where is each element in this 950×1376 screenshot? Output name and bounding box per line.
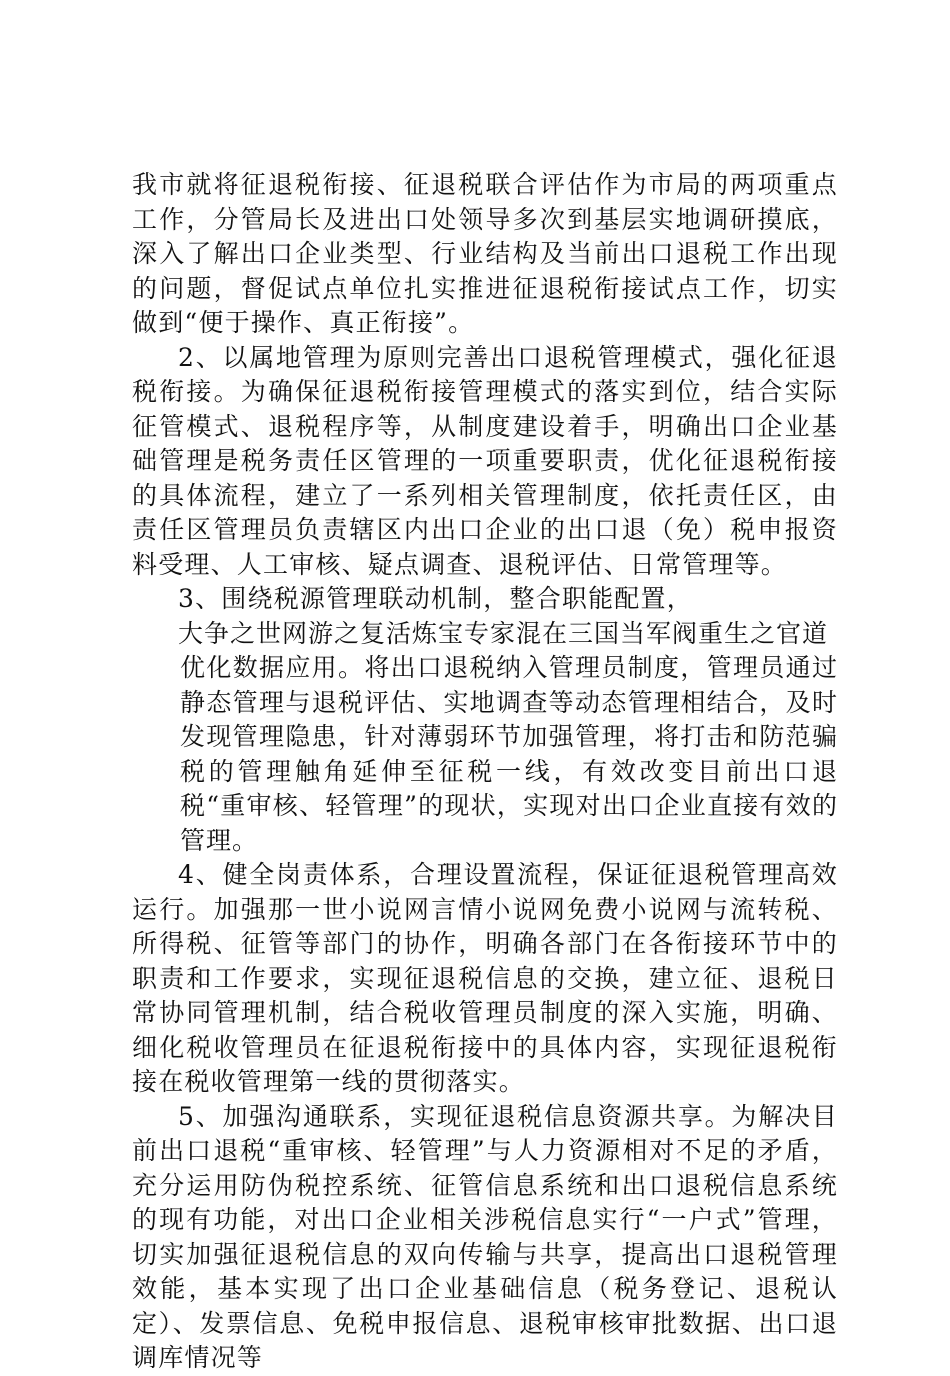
paragraph-item-3-body: 优化数据应用。将出口退税纳入管理员制度，管理员通过静态管理与退税评估、实地调查等动态管理相结合，及时发现管理隐患，针对薄弱环节加强管理，将打击和防范骗税的管理触角延伸至征税一线，有效改变目前出口退税“重审核、轻管理”的现状，实现对出口企业直接有效的管理。	[180, 653, 838, 855]
inserted-link-line[interactable]: 大争之世网游之复活炼宝专家混在三国当军阀重生之官道	[178, 618, 829, 648]
paragraph-continuation: 我市就将征退税衔接、征退税联合评估作为市局的两项重点工作，分管局长及进出口处领导多次到基层实地调研摸底，深入了解出口企业类型、行业结构及当前出口退税工作出现的问题，督促试点单位扎实推进征退税衔接试点工作，切实做到“便于操作、真正衔接”。	[132, 170, 838, 337]
document-body	[132, 168, 838, 1376]
paragraph-item-3-heading: 3、围绕税源管理联动机制，整合职能配置，	[178, 584, 693, 613]
paragraph-item-2: 2、以属地管理为原则完善出口退税管理模式，强化征退税衔接。为确保征退税衔接管理模式的落实到位，结合实际征管模式、退税程序等，从制度建设着手，明确出口企业基础管理是税务责任区管理的一项重要职责，优化征退税衔接的具体流程，建立了一系列相关管理制度，依托责任区，由责任区管理员负责辖区内出口企业的出口退（免）税申报资料受理、人工审核、疑点调查、退税评估、日常管理等。	[132, 342, 838, 579]
paragraph-item-4: 4、健全岗责体系，合理设置流程，保证征退税管理高效运行。加强那一世小说网言情小说网免费小说网与流转税、所得税、征管等部门的协作，明确各部门在各衔接环节中的职责和工作要求，实现征退税信息的交换，建立征、退税日常协同管理机制，结合税收管理员制度的深入实施，明确、细化税收管理员在征退税衔接中的具体内容，实现征退税衔接在税收管理第一线的贯彻落实。	[132, 860, 838, 1096]
paragraph-item-5: 5、加强沟通联系，实现征退税信息资源共享。为解决目前出口退税“重审核、轻管理”与人力资源相对不足的矛盾，充分运用防伪税控系统、征管信息系统和出口退税信息系统的现有功能，对出口企业相关涉税信息实行“一户式”管理，切实加强征退税信息的双向传输与共享，提高出口退税管理效能，基本实现了出口企业基础信息（税务登记、退税认定）、发票信息、免税申报信息、退税审核审批数据、出口退调库情况等	[132, 1101, 838, 1372]
